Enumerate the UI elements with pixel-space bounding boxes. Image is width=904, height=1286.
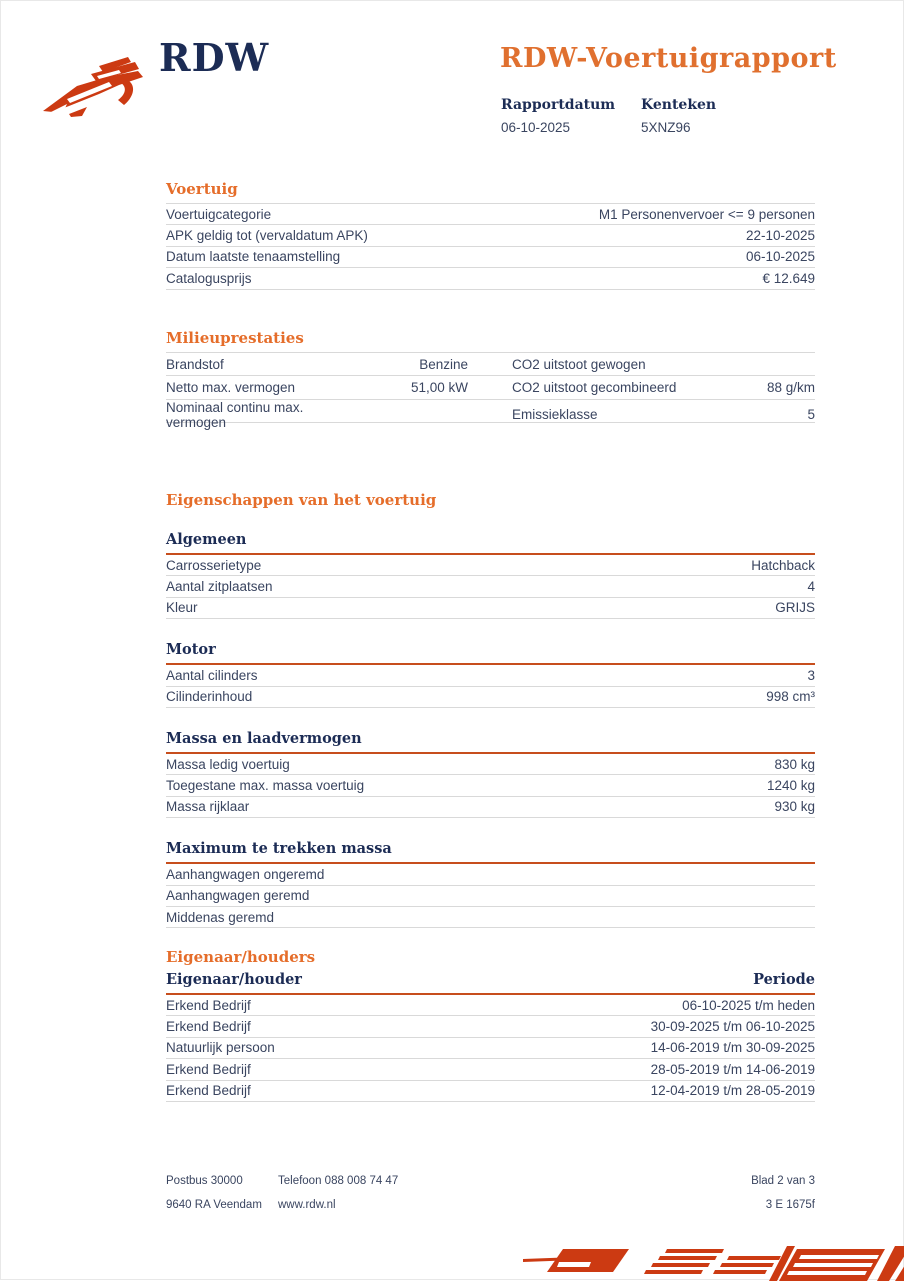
owner-cell: Erkend Bedrijf — [166, 1019, 251, 1035]
voertuig-table — [166, 203, 815, 290]
table-row — [166, 1016, 815, 1037]
subsection-algemeen — [166, 531, 815, 619]
row-value: 830 kg — [774, 756, 815, 772]
owner-cell: Erkend Bedrijf — [166, 1083, 251, 1099]
table-row — [166, 907, 815, 928]
table-row — [166, 1059, 815, 1080]
row-label: CO2 uitstoot gecombineerd — [512, 380, 677, 396]
column-header-period: Periode — [753, 971, 815, 988]
row-value: € 12.649 — [762, 270, 815, 286]
table-row — [166, 775, 815, 796]
table-row — [166, 376, 815, 399]
speed-stripes-graphic — [517, 1243, 904, 1281]
table-row — [166, 555, 815, 576]
section-eigenaars — [166, 948, 815, 1102]
table-row — [166, 204, 815, 225]
row-label: Cilinderinhoud — [166, 689, 253, 705]
row-label: Toegestane max. massa voertuig — [166, 778, 365, 794]
period-cell: 14-06-2019 t/m 30-09-2025 — [650, 1040, 815, 1056]
period-cell: 12-04-2019 t/m 28-05-2019 — [650, 1083, 815, 1099]
row-label: Aantal zitplaatsen — [166, 579, 273, 595]
row-value: M1 Personenvervoer <= 9 personen — [598, 206, 815, 222]
subsection-heading: Massa en laadvermogen — [166, 730, 815, 754]
row-value: 22-10-2025 — [745, 228, 815, 244]
row-label: Kleur — [166, 600, 198, 616]
footer-document-code: 3 E 1675f — [765, 1199, 815, 1211]
rdw-logo-text: RDW — [159, 35, 270, 80]
table-row — [166, 598, 815, 619]
footer-website: www.rdw.nl — [278, 1199, 336, 1211]
row-label: Middenas geremd — [166, 909, 275, 925]
report-date-label: Rapportdatum — [501, 97, 616, 113]
row-label: Brandstof — [166, 356, 224, 372]
table-row — [166, 1038, 815, 1059]
row-label: Carrosserietype — [166, 557, 262, 573]
row-label: Nominaal continu max. vermogen — [166, 399, 304, 430]
owners-table-header — [166, 971, 815, 995]
report-date-value: 06-10-2025 — [501, 120, 571, 135]
table-row — [166, 1081, 815, 1102]
section-eigenschappen — [166, 491, 815, 928]
owner-cell: Natuurlijk persoon — [166, 1040, 275, 1056]
table-row — [166, 754, 815, 775]
table-row — [166, 687, 815, 708]
row-label: Aanhangwagen ongeremd — [166, 866, 325, 882]
row-label: Datum laatste tenaamstelling — [166, 249, 341, 265]
table-row — [166, 665, 815, 686]
row-label: APK geldig tot (vervaldatum APK) — [166, 228, 368, 244]
milieuprestaties-table — [166, 352, 815, 430]
section-heading-eigenschappen: Eigenschappen van het voertuig — [166, 491, 437, 509]
row-value: Hatchback — [751, 557, 815, 573]
row-value: 88 g/km — [766, 380, 815, 396]
period-cell: 28-05-2019 t/m 14-06-2019 — [650, 1061, 815, 1077]
table-row — [166, 576, 815, 597]
table-row — [166, 268, 815, 289]
row-value: Benzine — [419, 356, 468, 372]
row-label: Aantal cilinders — [166, 667, 258, 683]
row-value: 5 — [807, 407, 815, 423]
license-plate-value: 5XNZ96 — [641, 120, 691, 135]
page-footer — [166, 1169, 815, 1217]
footer-phone: Telefoon 088 008 74 47 — [278, 1175, 399, 1187]
owner-cell: Erkend Bedrijf — [166, 1061, 251, 1077]
row-value: 1240 kg — [766, 778, 815, 794]
subsection-trekken — [166, 840, 815, 928]
subsection-heading: Maximum te trekken massa — [166, 840, 815, 864]
owner-cell: Erkend Bedrijf — [166, 997, 251, 1013]
row-label: Massa rijklaar — [166, 799, 250, 815]
row-value: 3 — [807, 667, 815, 683]
section-milieuprestaties — [166, 329, 815, 430]
row-label: Massa ledig voertuig — [166, 756, 290, 772]
row-value: 930 kg — [774, 799, 815, 815]
report-meta — [501, 97, 716, 135]
table-row — [166, 247, 815, 268]
row-value: 06-10-2025 — [745, 249, 815, 265]
section-heading-eigenaars: Eigenaar/houders — [166, 948, 316, 966]
row-value: GRIJS — [775, 600, 815, 616]
subsection-heading: Motor — [166, 641, 815, 665]
row-label: Catalogusprijs — [166, 270, 252, 286]
footer-page-indicator: Blad 2 van 3 — [751, 1175, 815, 1187]
section-heading-milieuprestaties: Milieuprestaties — [166, 329, 304, 347]
page-title: RDW-Voertuigrapport — [500, 43, 837, 74]
period-cell: 06-10-2025 t/m heden — [682, 997, 815, 1013]
table-row — [166, 353, 815, 376]
subsection-heading: Algemeen — [166, 531, 815, 555]
row-value: 51,00 kW — [410, 380, 468, 396]
subsection-massa — [166, 730, 815, 818]
column-header-owner: Eigenaar/houder — [166, 971, 302, 988]
row-value: 4 — [807, 579, 815, 595]
table-row — [166, 886, 815, 907]
table-row — [166, 225, 815, 246]
period-cell: 30-09-2025 t/m 06-10-2025 — [650, 1019, 815, 1035]
row-value: 998 cm³ — [766, 689, 815, 705]
table-row — [166, 797, 815, 818]
rdw-feather-icon — [39, 53, 151, 119]
table-row — [166, 864, 815, 885]
section-voertuig — [166, 180, 815, 290]
table-row — [166, 995, 815, 1016]
row-label: Voertuigcategorie — [166, 206, 272, 222]
subsection-motor — [166, 641, 815, 708]
row-label: Emissieklasse — [512, 407, 598, 423]
section-heading-voertuig: Voertuig — [166, 180, 238, 198]
row-label: Netto max. vermogen — [166, 380, 296, 396]
row-label: CO2 uitstoot gewogen — [512, 356, 646, 372]
row-label: Aanhangwagen geremd — [166, 888, 310, 904]
footer-address-line2: 9640 RA Veendam — [166, 1199, 262, 1211]
table-row — [166, 399, 815, 430]
footer-address-line1: Postbus 30000 — [166, 1175, 243, 1187]
license-plate-label: Kenteken — [641, 97, 717, 113]
